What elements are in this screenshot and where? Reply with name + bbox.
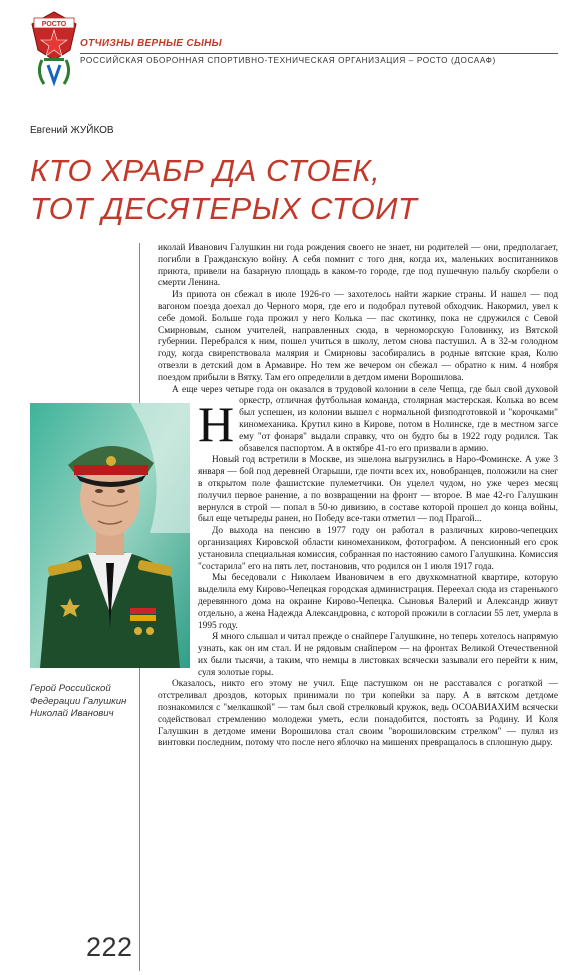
paragraph-3: А еще через четыре года он оказался в трудовой колонии в селе Чепца, где был свой духовой оркестр, отличная футбольная команда, столярная мастерская. Колька во всем был успешен, из колонии вышел с нормальной физподготовкой и "корочками" киномеханика. Крутил кино в Кирове, потом в Нолинске, где в местном загсе ему "от фонаря" выдали справку, что он будто бы в 1922 году родился. Так обзавелся паспортом. А в октябре 41-го его призвали в армию.	[172, 384, 558, 454]
paragraph-4: Новый год встретили в Москве, из эшелона выгрузились в Наро-Фоминске. А уже 3 января — бой под деревней Огарыши, где почти всех их, новобранцев, положили на снег в открытом поле фашистские пулеметчики. Он уцелел чудом, но уже через месяц получил первое ранение, а по возвращении на фронт — второе. В мае 42-го Галушкин вернулся в строй — попал в 50-ю дивизию, в составе которой прошел до конца войны, был еще четыреды ранен, но Победу все-таки отметил — под Прагой...	[198, 455, 558, 525]
organization-name: РОССИЙСКАЯ ОБОРОННАЯ СПОРТИВНО-ТЕХНИЧЕСКАЯ ОРГАНИЗАЦИЯ – РОСТО (ДОСААФ)	[80, 56, 496, 65]
article-author: Евгений ЖУЙКОВ	[30, 125, 114, 136]
paragraph-8: Оказалось, никто его этому не учил. Еще пастушком он не расставался с рогаткой — отстреливал дроздов, которых принимали по три копейки за пару. А в вятском детдоме познакомился с "мелкашкой" — там был свой стрелковый кружок, ведь ОСОАВИАХИМ всячески содействовал стремлению молодежи уметь, если понадобится, постоять за Родину. И Коля Галушкин в детдоме имени Ворошилова стал своим "ворошиловским стрелком" — пулял из винтовки последним, потому что после него яблочко на мишенях превращалось в сплошную дыру.	[158, 679, 558, 749]
header-divider	[80, 53, 558, 54]
article-title	[30, 152, 560, 228]
page-number: 222	[86, 932, 133, 962]
section-title: ОТЧИЗНЫ ВЕРНЫЕ СЫНЫ	[80, 38, 222, 49]
title-line-1: КТО ХРАБР ДА СТОЕК,	[30, 153, 381, 188]
paragraph-5: До выхода на пенсию в 1977 году он работал в различных кирово-чепецких организациях Кировской области киномехаником, фотографом. А пенсионный его срок установила специальная комиссия, собранная по настоянию самого Галушкина. Комиссия "состарила" его на пять лет, постановив, что родился он 1 июля 1917 года.	[198, 526, 558, 572]
paragraph-2: Из приюта он сбежал в июле 1926-го — захотелось найти жаркие страны. И нашел — под вагоном поезда доехал до Черного моря, где его и подобрал путевой обходчик. Накормил, увел к себе домой. Больше года прожил у него Колька — пас скотинку, пока не сдружился с Севой Смирновым, сыном учителей, направленных сюда, в черноморскую Головинку, из Вятской губернии. Перебрался к ним, пошел учиться в школу, летом снова пастушил. А в 32-м голодном году, когда свирепствовала малярия и Смирновы засобирались в родные вятские края, Колю отвезли в детский дом в Армавире. Но тем же вечером он сбежал — обратно к ним. 4 ноября поездом прибыли в Вятку. Там его определили в детдом имени Ворошилова.	[158, 290, 558, 383]
paragraph-6: Мы беседовали с Николаем Ивановичем в его двухкомнатной квартире, которую выделила ему Кирово-Чепецкая городская администрация. Переехал сюда из старенького деревянного дома на окраине Кирово-Чепецка. Сыновья Валерий и Александр живут отдельно, а жена Надежда Александровна, с которой прожили в согласии 55 лет, умерла в 1995 году.	[198, 573, 558, 631]
dropcap: Н	[198, 396, 235, 452]
paragraph-text: иколай Иванович Галушкин ни года рождения своего не знает, ни родителей — они, предполагает, погибли в Гражданскую войну. А себя помнит с того дня, когда их, маленьких воспитанников приюта, привели на базарную площадь в каком-то городе, где под пушечную пальбу скорбели о смерти Ленина.	[158, 243, 558, 289]
title-line-2: ТОТ ДЕСЯТЕРЫХ СТОИТ	[30, 191, 418, 226]
rosto-emblem-icon	[30, 10, 78, 90]
article-body	[158, 243, 558, 750]
emblem-text: РОСТО	[41, 21, 67, 28]
paragraph-7: Я много слышал и читал прежде о снайпере Галушкине, но теперь хотелось напрямую узнать, как он им стал. И не рядовым снайпером — на фронтах Великой Отечественной их были тысячи, а таким, что немцы в листовках всячески зазывали его перейти к ним, суля золотые горы.	[198, 632, 558, 678]
photo-caption: Герой Российской Федерации Галушкин Николай Иванович	[30, 683, 127, 719]
